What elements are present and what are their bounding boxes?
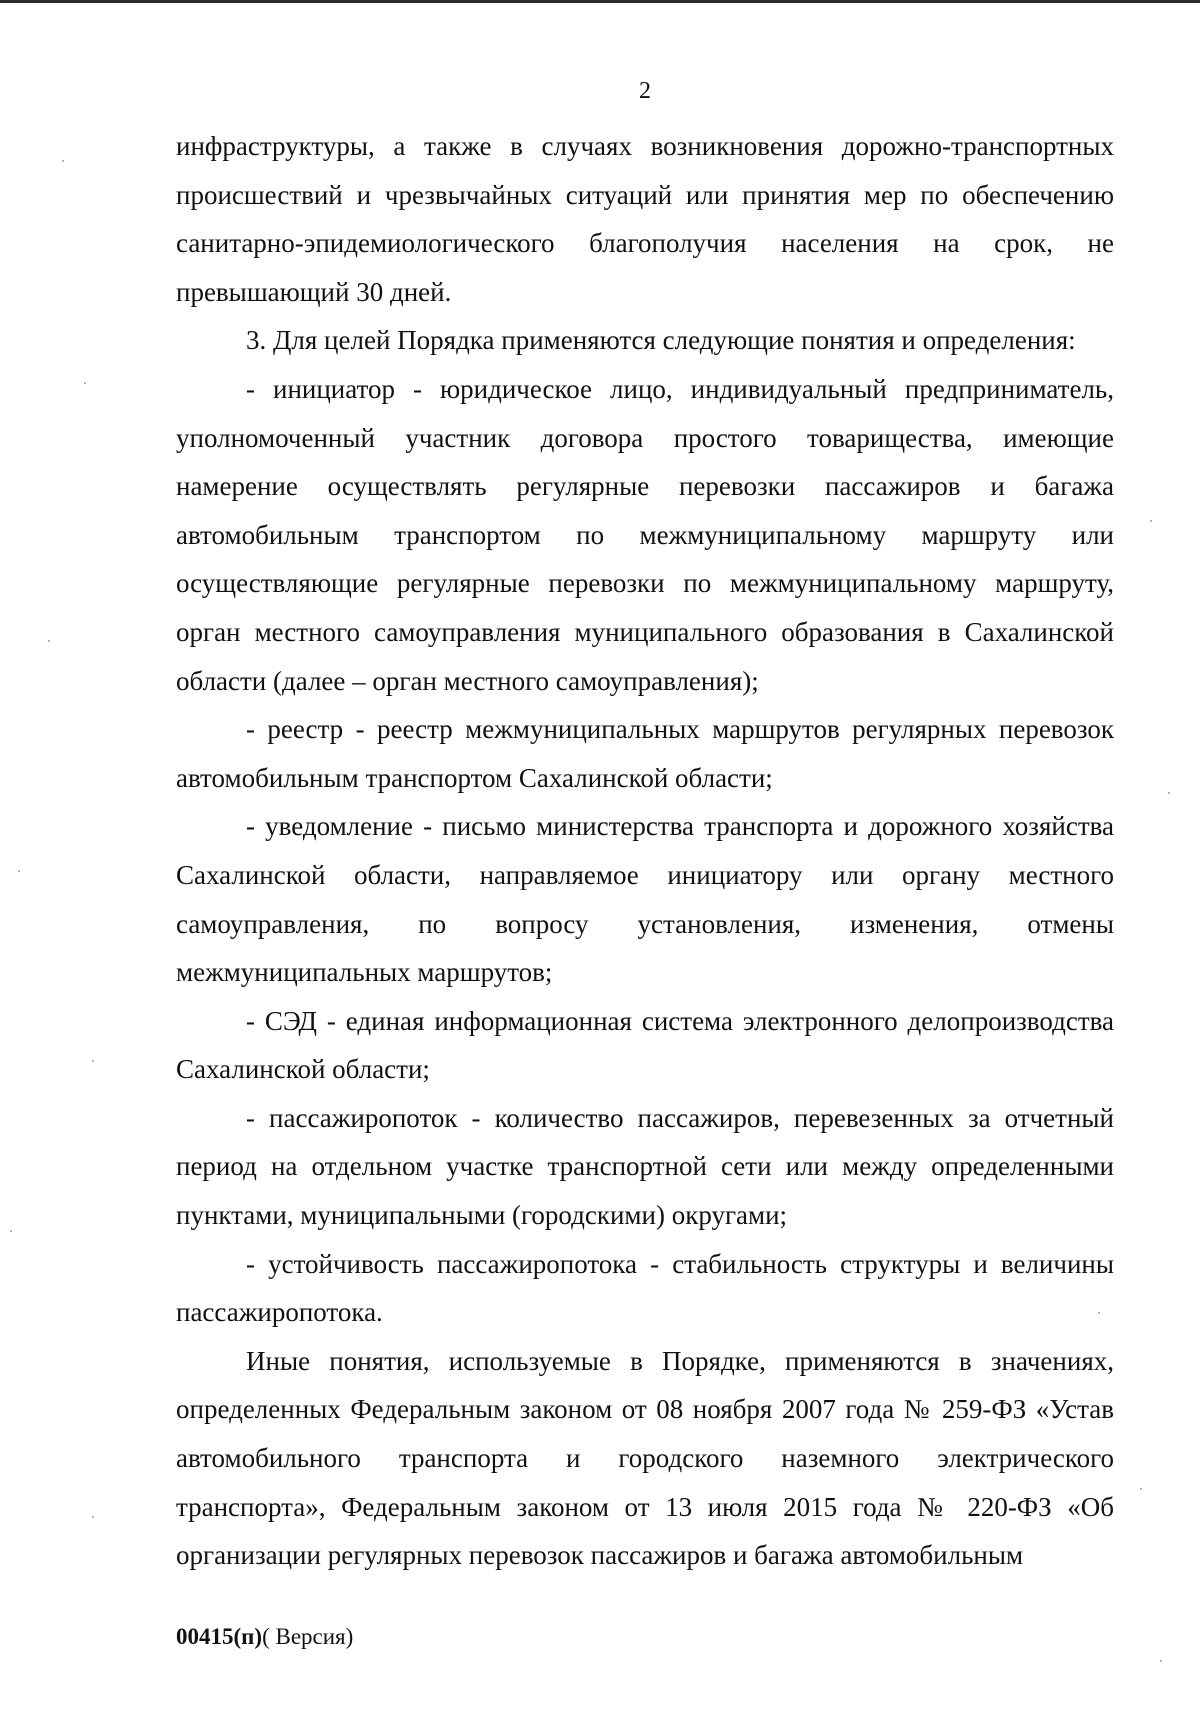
scan-speck bbox=[1098, 1312, 1100, 1314]
scan-speck bbox=[1168, 792, 1170, 794]
definition-initiator: - инициатор - юридическое лицо, индивидуальный предприниматель, уполномоченный участник договора простого товарищества, имеющие намерение осуществлять регулярные перевозки пассажиров и багажа автомобильным транспортом по межмуниципальному маршруту или осуществляющие регулярные перевозки по межмуниципальному маршруту, орган местного самоуправления муниципального образования в Сахалинской области (далее – орган местного самоуправления); bbox=[176, 373, 1114, 696]
document-code: 00415(п) bbox=[176, 1624, 263, 1649]
document-footer bbox=[176, 1624, 353, 1650]
scan-speck bbox=[18, 870, 20, 872]
scan-speck bbox=[10, 1230, 12, 1232]
scan-speck bbox=[1160, 1660, 1162, 1662]
definition-passenger-flow: - пассажиропоток - количество пассажиров, перевезенных за отчетный период на отдельном участке транспортной сети или между определенными пунктами, муниципальными (городскими) округами; bbox=[176, 1102, 1114, 1231]
scan-speck bbox=[84, 382, 86, 384]
definition-flow-stability: - устойчивость пассажиропотока - стабильность структуры и величины пассажиропотока. bbox=[176, 1248, 1114, 1328]
scan-top-edge bbox=[0, 0, 1200, 3]
scan-speck bbox=[1150, 520, 1152, 522]
paragraph-continuation: инфраструктуры, а также в случаях возникновения дорожно-транспортных происшествий и чрезвычайных ситуаций или принятия мер по обеспечению санитарно-эпидемиологического благополучия населения на срок, не превышающий 30 дней. bbox=[176, 131, 1114, 307]
scan-speck bbox=[92, 1060, 94, 1062]
document-version: ( Версия) bbox=[262, 1624, 354, 1649]
definition-sed: - СЭД - единая информационная система электронного делопроизводства Сахалинской области; bbox=[176, 1005, 1114, 1085]
scan-speck bbox=[1140, 1488, 1142, 1490]
scan-speck bbox=[48, 640, 50, 642]
scan-speck bbox=[92, 1516, 94, 1518]
paragraph-other-terms: Иные понятия, используемые в Порядке, применяются в значениях, определенных Федеральным законом от 08 ноября 2007 года № 259-ФЗ «Устав автомобильного транспорта и городского наземного электрического транспорта», Федеральным законом от 13 июля 2015 года № 220-ФЗ «Об организации регулярных перевозок пассажиров и багажа автомобильным bbox=[176, 1345, 1114, 1571]
document-body bbox=[176, 122, 1114, 1580]
definition-notification: - уведомление - письмо министерства транспорта и дорожного хозяйства Сахалинской области, направляемое инициатору или органу местного самоуправления, по вопросу установления, изменения, отмены межмуниципальных маршрутов; bbox=[176, 811, 1114, 988]
definition-registry: - реестр - реестр межмуниципальных маршрутов регулярных перевозок автомобильным транспортом Сахалинской области; bbox=[176, 714, 1114, 793]
scan-speck bbox=[62, 160, 64, 162]
page-number: 2 bbox=[639, 78, 651, 104]
paragraph-definitions-intro: 3. Для целей Порядка применяются следующие понятия и определения: bbox=[246, 325, 1076, 356]
